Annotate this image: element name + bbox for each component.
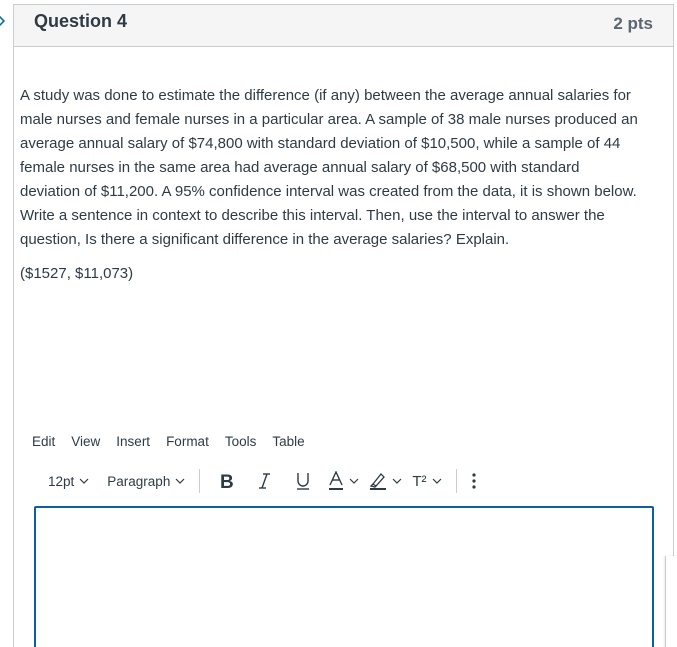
superscript-button[interactable]: [412, 473, 441, 490]
font-size-dropdown[interactable]: [48, 474, 89, 489]
more-vertical-icon: [471, 472, 477, 490]
chevron-down-icon: [349, 478, 359, 484]
text-color-icon: [328, 471, 344, 491]
superscript-label: T²: [412, 472, 427, 490]
bold-button[interactable]: [214, 467, 240, 495]
chevron-down-icon: [392, 478, 402, 484]
text-color-button[interactable]: [328, 471, 359, 491]
svg-text:B: B: [220, 472, 235, 490]
toolbar-separator: [199, 469, 200, 493]
highlight-color-button[interactable]: [369, 471, 402, 491]
menu-insert[interactable]: Insert: [116, 434, 151, 449]
editor-toolbar: [34, 466, 477, 496]
answer-editor[interactable]: [34, 506, 654, 647]
block-format-label: Paragraph: [107, 473, 171, 489]
chevron-down-icon: [175, 478, 185, 484]
side-panel-edge: [665, 556, 677, 647]
toolbar-separator: [456, 469, 457, 493]
editor-menubar: [32, 432, 321, 451]
chevron-right-icon[interactable]: [0, 12, 8, 30]
chevron-down-icon: [79, 478, 89, 484]
question-text: [20, 84, 642, 296]
italic-button[interactable]: [252, 467, 278, 495]
chevron-down-icon: [432, 478, 442, 484]
question-header: [14, 5, 673, 47]
menu-table[interactable]: Table: [272, 434, 305, 449]
question-title: Question 4: [34, 11, 128, 31]
underline-icon: [295, 472, 311, 490]
block-format-dropdown[interactable]: [107, 474, 185, 489]
menu-format[interactable]: Format: [166, 434, 209, 449]
confidence-interval: ($1527, $11,073): [20, 265, 134, 282]
underline-button[interactable]: [290, 467, 316, 495]
question-paragraph: A study was done to estimate the difference (if any) between the average annual salaries for male nurses and female nurses in a particular area. A sample of 38 male nurses produced an average annual salary of $74,800 with standard deviation of $10,500, while a sample of 44 female nurses in the same area had average annual salary of $68,500 with standard deviation of $11,200. A 95% confidence interval was created from the data, it is shown below. Write a sentence in context to describe this interval. Then, use the interval to answer the question, Is there a significant difference in the average salaries? Explain.: [20, 87, 638, 248]
more-options-button[interactable]: [471, 472, 477, 490]
font-size-label: 12pt: [48, 473, 75, 489]
menu-edit[interactable]: Edit: [32, 434, 56, 449]
italic-icon: [258, 472, 272, 490]
menu-view[interactable]: View: [71, 434, 101, 449]
question-points: 2 pts: [613, 13, 653, 33]
menu-tools[interactable]: Tools: [224, 434, 257, 449]
bold-icon: [219, 472, 235, 490]
highlighter-icon: [369, 471, 387, 491]
